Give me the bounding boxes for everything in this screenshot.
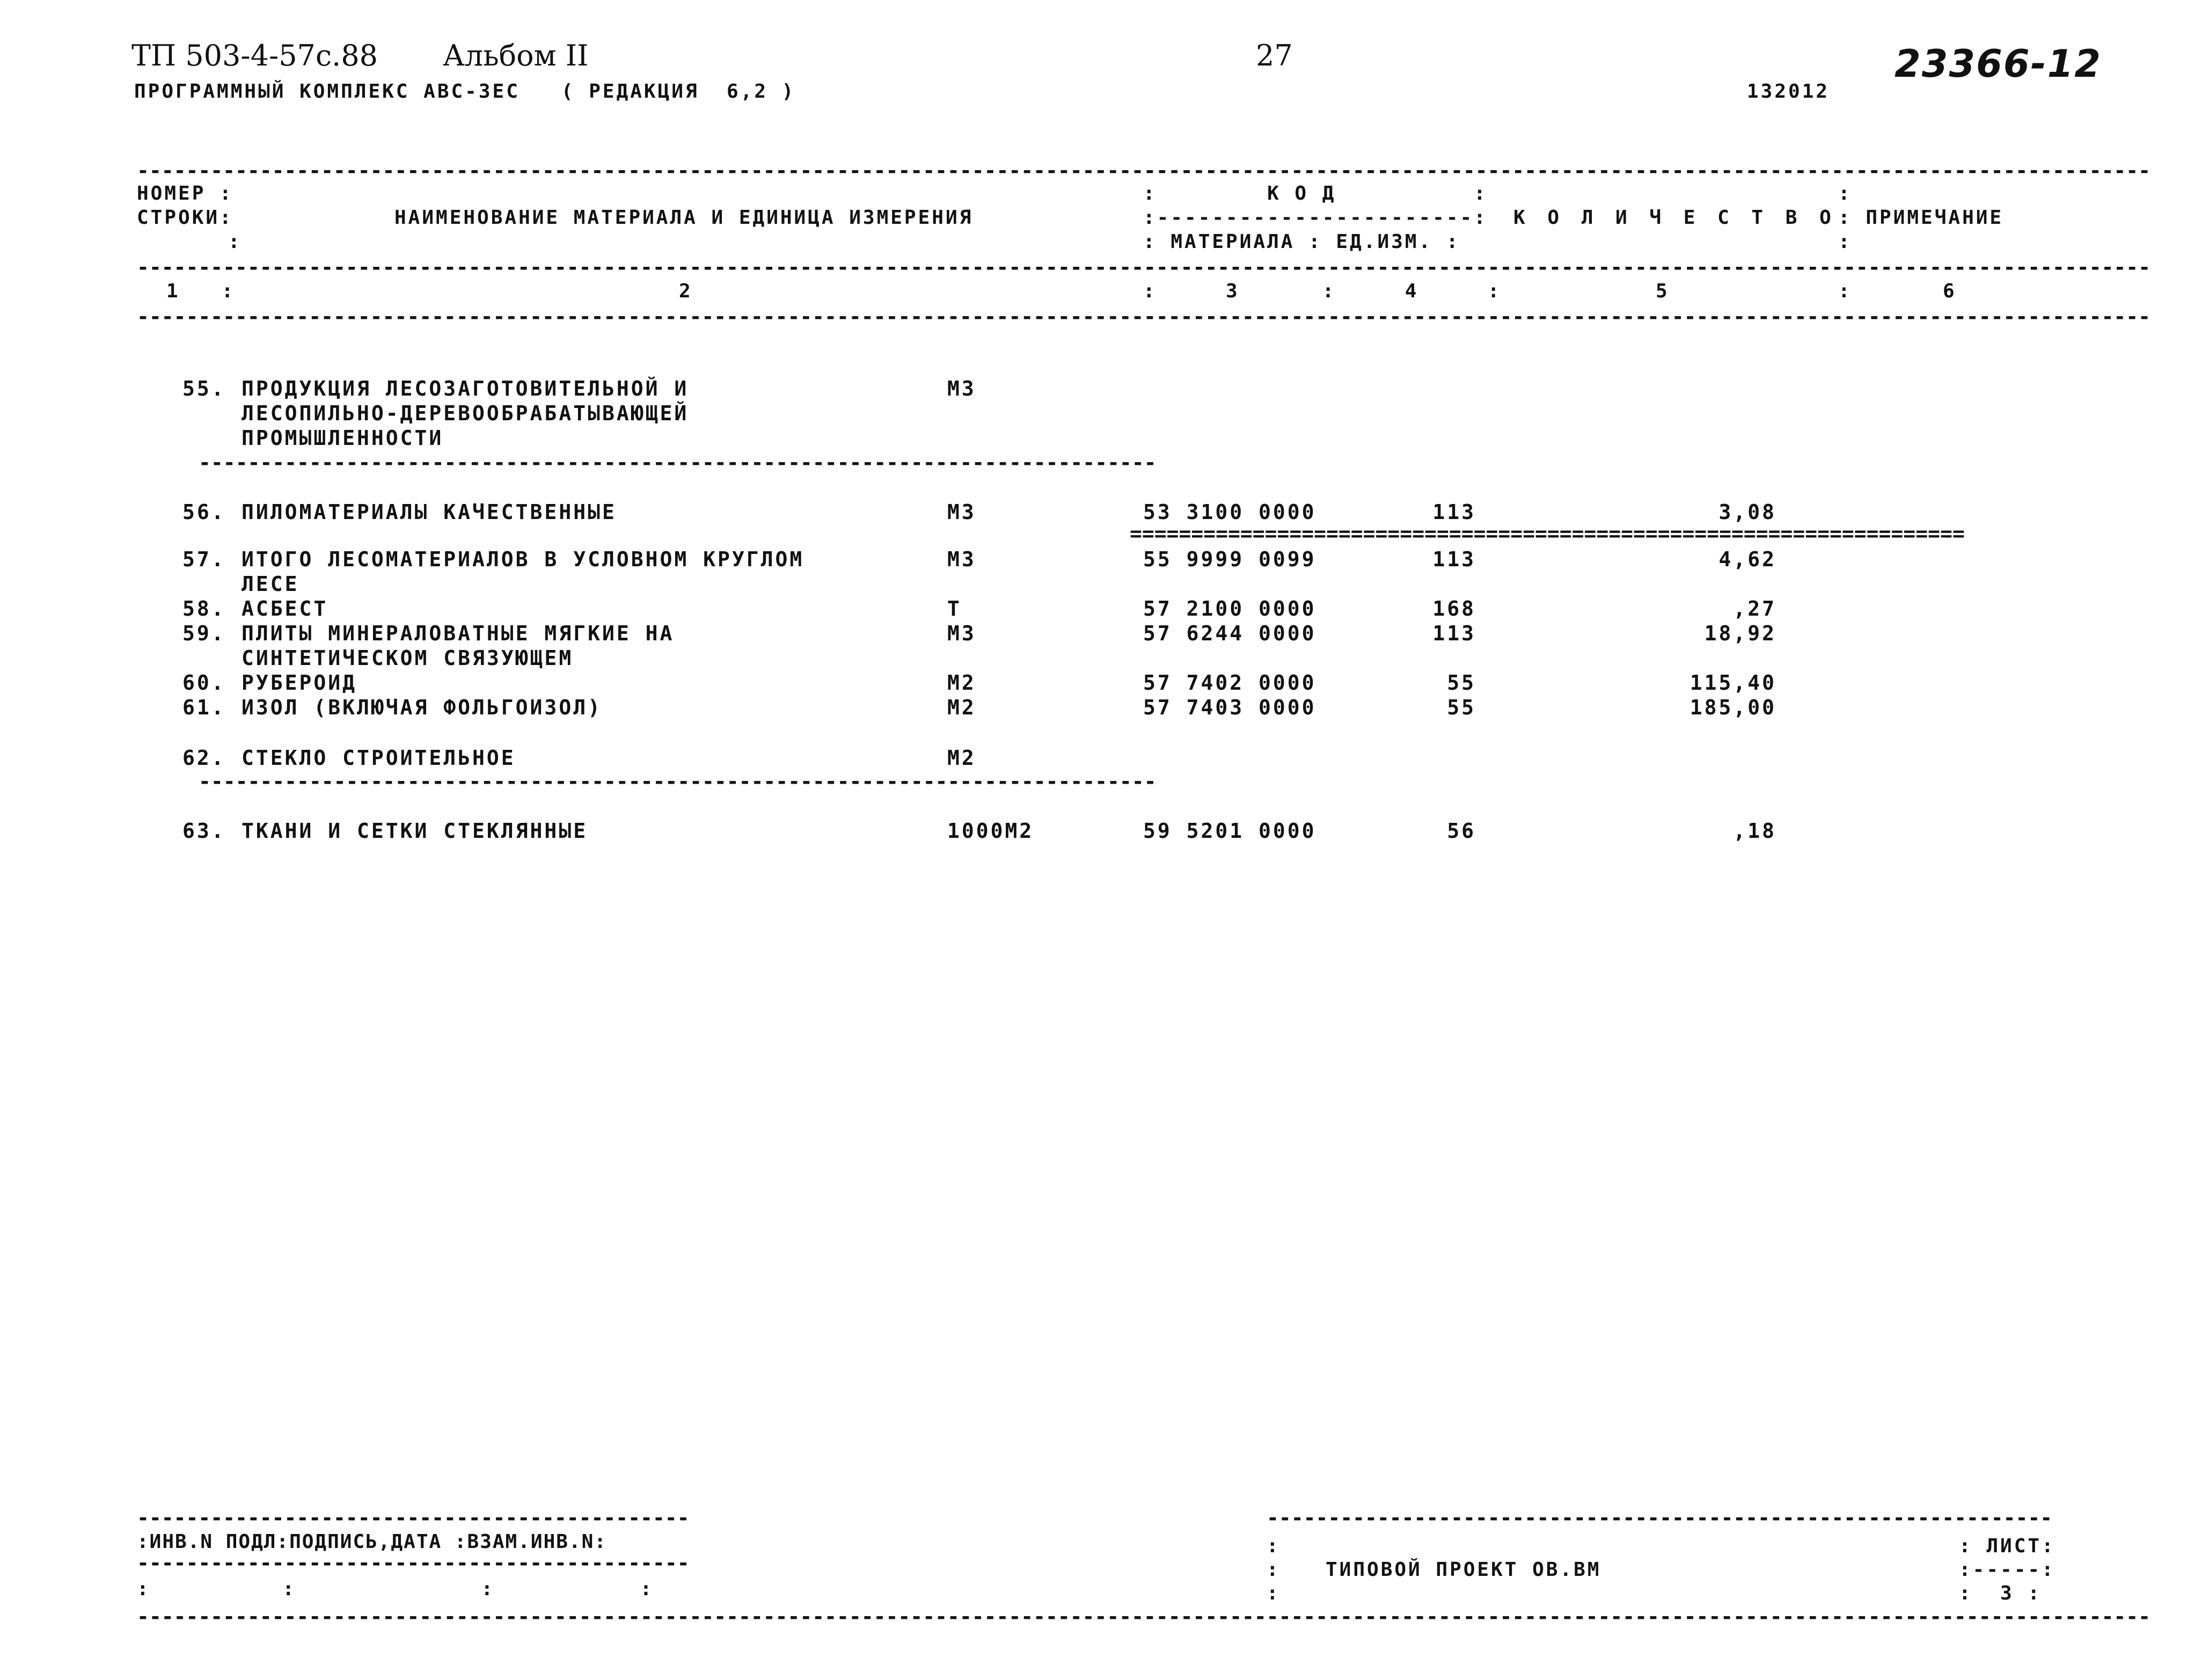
row-63-name: ТКАНИ И СЕТКИ СТЕКЛЯННЫЕ: [242, 819, 588, 843]
row-60-number: 60.: [182, 671, 226, 695]
header-qty-colon-bottom: :: [1838, 231, 1852, 253]
table-numbers-rule: --------------------------------------------------------------------------------------------------------------------------------------------------------------------: [137, 305, 2151, 328]
row-58-unit: Т: [947, 597, 962, 620]
header-note: : ПРИМЕЧАНИЕ: [1838, 207, 2004, 229]
row-62-number: 62.: [182, 746, 226, 770]
album-label: Альбом II: [443, 39, 589, 72]
row-57-code: 55 9999 0099: [1143, 547, 1316, 571]
stamp-cells: : : : :: [137, 1578, 654, 1600]
header-row-number-line3: :: [228, 231, 242, 253]
row-60-name: РУБЕРОИД: [242, 671, 357, 695]
subtotal-double-rule: ====================================================================: [1130, 522, 1965, 545]
row-56-quantity: 3,08: [1718, 500, 1776, 524]
sheet-number: : 3 :: [1959, 1582, 2042, 1604]
header-quantity: К О Л И Ч Е С Т В О: [1513, 207, 1837, 229]
row-55-unit: М3: [947, 377, 976, 400]
row-62-unit: М2: [947, 746, 976, 770]
row-58-number: 58.: [182, 597, 226, 620]
row-63-number: 63.: [182, 819, 226, 843]
row-55-name-1: ПРОДУКЦИЯ ЛЕСОЗАГОТОВИТЕЛЬНОЙ И: [242, 377, 689, 400]
header-code-bottom: : МАТЕРИАЛА : ЕД.ИЗМ. :: [1143, 231, 1460, 253]
program-line: ПРОГРАММНЫЙ КОМПЛЕКС АВС-3ЕС ( РЕДАКЦИЯ 6,2 ): [134, 81, 796, 103]
row-60-unit: М2: [947, 671, 976, 695]
row-56-number: 56.: [182, 500, 226, 524]
doc-code: 132012: [1747, 81, 1830, 103]
row-62-name: СТЕКЛО СТРОИТЕЛЬНОЕ: [242, 746, 516, 770]
row-58-unit-code: 168: [1432, 597, 1476, 620]
row-59-unit: М3: [947, 622, 976, 645]
row-60-unit-code: 55: [1447, 671, 1476, 695]
row-59-name-1: ПЛИТЫ МИНЕРАЛОВАТНЫЕ МЯГКИЕ НА: [242, 622, 675, 645]
row-57-number: 57.: [182, 547, 226, 571]
title-colon-1: :: [1267, 1535, 1281, 1557]
table-top-rule: --------------------------------------------------------------------------------------------------------------------------------------------------------------------: [137, 159, 2151, 182]
row-56-code: 53 3100 0000: [1143, 500, 1316, 524]
row-59-number: 59.: [182, 622, 226, 645]
row-61-name: ИЗОЛ (ВКЛЮЧАЯ ФОЛЬГОИЗОЛ): [242, 696, 602, 719]
row-61-quantity: 185,00: [1689, 696, 1776, 719]
row-61-unit: М2: [947, 696, 976, 719]
row-59-code: 57 6244 0000: [1143, 622, 1316, 645]
stamp-mid-rule: ---------------------------------------------: [137, 1551, 690, 1575]
header-material-name: НАИМЕНОВАНИЕ МАТЕРИАЛА И ЕДИНИЦА ИЗМЕРЕНИЯ: [394, 207, 974, 229]
footer-bottom-rule: --------------------------------------------------------------------------------------------------------------------------------------------------------------------: [137, 1605, 2151, 1628]
row-57-unit-code: 113: [1432, 547, 1476, 571]
sheet-separator: :-----:: [1959, 1559, 2056, 1581]
row-55-group-rule: ------------------------------------------------------------------------------: [199, 451, 1157, 474]
row-60-quantity: 115,40: [1689, 671, 1776, 695]
row-57-quantity: 4,62: [1718, 547, 1776, 571]
row-61-unit-code: 55: [1447, 696, 1476, 719]
table-header-rule: --------------------------------------------------------------------------------------------------------------------------------------------------------------------: [137, 255, 2151, 279]
header-qty-colon-top: :: [1838, 182, 1852, 204]
colnum-3-4: : 3 : 4 :: [1143, 280, 1502, 302]
row-59-name-2: СИНТЕТИЧЕСКОМ СВЯЗУЮЩЕМ: [242, 646, 574, 670]
row-57-name-1: ИТОГО ЛЕСОМАТЕРИАЛОВ В УСЛОВНОМ КРУГЛОМ: [242, 547, 804, 571]
title-colon-2: :: [1267, 1559, 1281, 1581]
row-57-name-2: ЛЕСЕ: [242, 572, 299, 596]
title-colon-3: :: [1267, 1582, 1281, 1604]
stamp-labels: :ИНВ.N ПОДЛ:ПОДПИСЬ,ДАТА :ВЗАМ.ИНВ.N:: [137, 1531, 607, 1553]
colnum-6-colon: :: [1838, 280, 1852, 302]
handwritten-number: 23366-12: [1895, 42, 2102, 86]
row-63-unit: 1000М2: [947, 819, 1034, 843]
row-60-code: 57 7402 0000: [1143, 671, 1316, 695]
project-designation: ТП 503-4-57с.88: [131, 39, 378, 72]
colnum-1: 1 :: [166, 280, 236, 302]
row-58-name: АСБЕСТ: [242, 597, 328, 620]
row-63-code: 59 5201 0000: [1143, 819, 1316, 843]
row-58-quantity: ,27: [1733, 597, 1776, 620]
row-55-name-3: ПРОМЫШЛЕННОСТИ: [242, 426, 444, 450]
row-56-unit: М3: [947, 500, 976, 524]
stamp-top-rule: ---------------------------------------------: [137, 1506, 690, 1530]
row-63-unit-code: 56: [1447, 819, 1476, 843]
header-code-top: : К О Д :: [1143, 182, 1488, 204]
row-59-unit-code: 113: [1432, 622, 1476, 645]
row-57-unit: М3: [947, 547, 976, 571]
title-block-top-rule: ----------------------------------------------------------------: [1267, 1506, 2053, 1530]
row-55-name-2: ЛЕСОПИЛЬНО-ДЕРЕВООБРАБАТЫВАЮЩЕЙ: [242, 401, 689, 425]
colnum-6: 6: [1943, 280, 1957, 302]
row-59-quantity: 18,92: [1704, 622, 1776, 645]
colnum-2: 2: [679, 280, 693, 302]
page-number: 27: [1256, 39, 1293, 72]
row-55-number: 55.: [182, 377, 226, 400]
project-title: ТИПОВОЙ ПРОЕКТ ОВ.ВМ: [1326, 1559, 1601, 1581]
row-63-quantity: ,18: [1733, 819, 1776, 843]
header-row-number-line1: НОМЕР :: [137, 182, 233, 204]
row-61-number: 61.: [182, 696, 226, 719]
sheet-label: : ЛИСТ:: [1959, 1535, 2056, 1557]
row-56-name: ПИЛОМАТЕРИАЛЫ КАЧЕСТВЕННЫЕ: [242, 500, 617, 524]
row-56-unit-code: 113: [1432, 500, 1476, 524]
row-61-code: 57 7403 0000: [1143, 696, 1316, 719]
header-code-separator: :-----------------------:: [1143, 207, 1488, 229]
row-62-group-rule: ------------------------------------------------------------------------------: [199, 770, 1157, 793]
colnum-5: 5: [1656, 280, 1670, 302]
header-row-number-line2: СТРОКИ:: [137, 207, 233, 229]
row-58-code: 57 2100 0000: [1143, 597, 1316, 620]
